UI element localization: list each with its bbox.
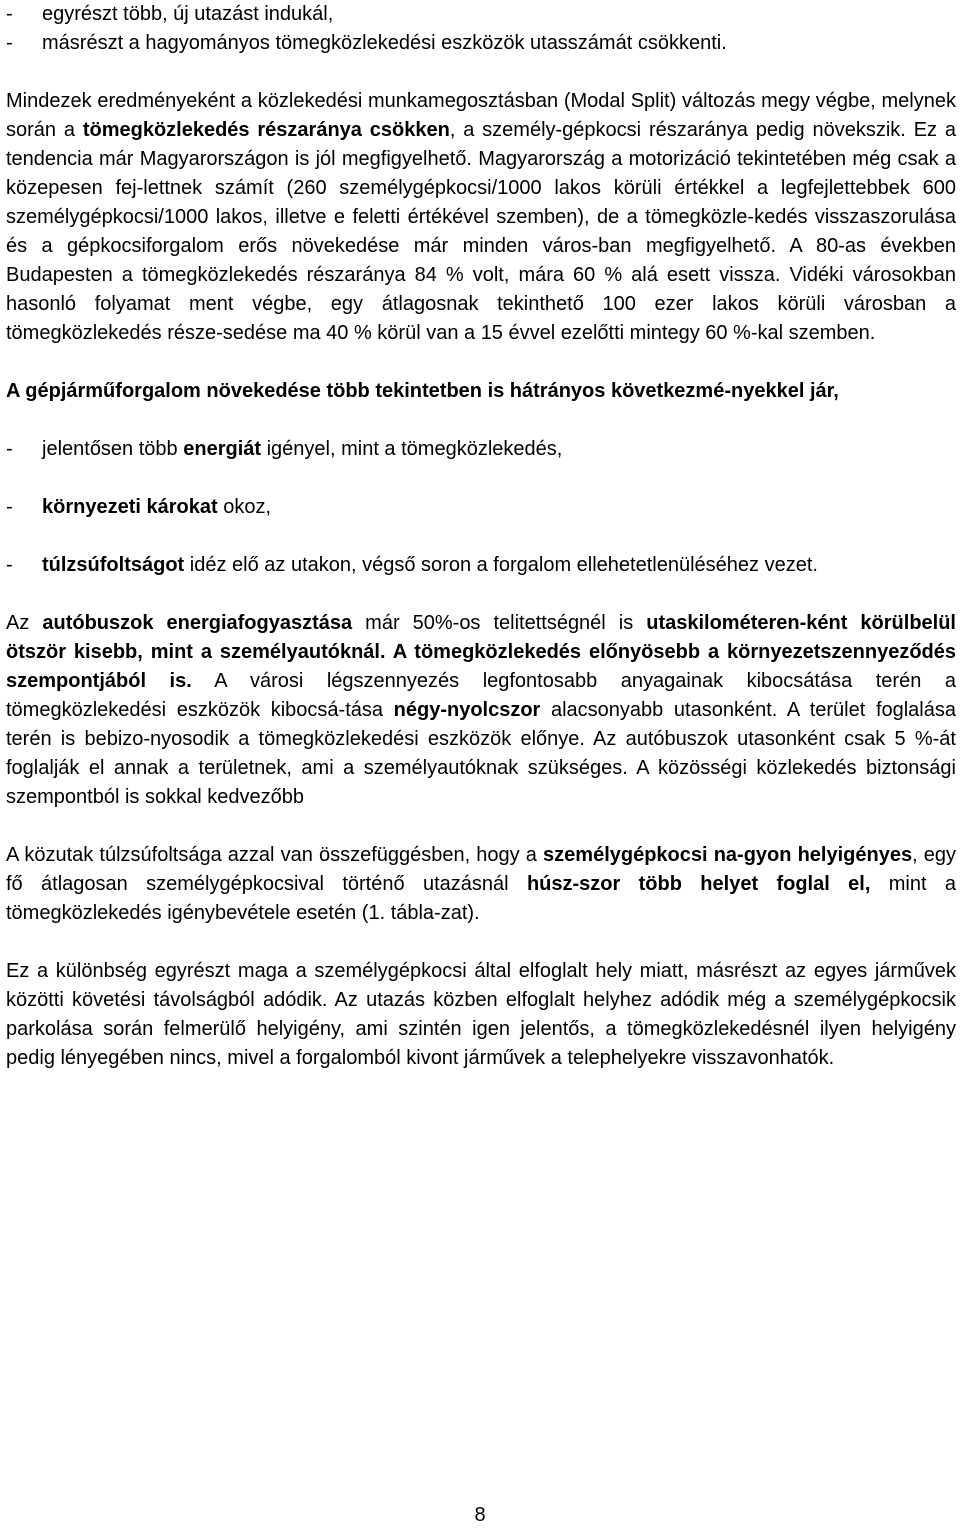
bold-run: négy-nyolcszor [393, 699, 541, 721]
consequence-list [6, 435, 956, 580]
list-dash: - [6, 32, 13, 54]
bold-run: tömegközlekedés részaránya csökken [82, 119, 450, 141]
bold-run: túlzsúfoltságot [42, 554, 185, 576]
text-run: mint a tömegközlekedés igénybevétele esetén (1. tábla-zat). [6, 873, 957, 924]
text-run: már 50%-os telitettségnél is [352, 612, 647, 634]
text-run: Az [6, 612, 43, 634]
paragraph-bus-energy [6, 609, 956, 812]
text-run: alacsonyabb utasonként. A terület foglalása terén is bebizo-nyosodik a tömegközlekedési eszközök előnye. Az autóbuszok utasonként csak 5 %-át foglalják el annak a területnek, ami a személyautóknak szükséges. A közösségi közlekedés biztonsági szempontból is sokkal kedvezőbb [6, 699, 956, 808]
bold-run: autóbuszok energiafogyasztása [42, 612, 353, 634]
page-number: 8 [474, 1504, 486, 1526]
bold-run: húsz-szor több helyet foglal el, [526, 873, 871, 895]
text-run: idéz elő az utakon, végső soron a forgalom ellehetetlenüléséhez vezet. [184, 554, 818, 576]
section-heading [6, 377, 956, 406]
text-run: Mindezek eredményeként a közlekedési munkamegosztásban (Modal Split) változás megy végbe, melynek során a [6, 90, 956, 141]
list-item-text: egyrészt több, új utazást indukál, [42, 3, 334, 25]
list-dash: - [6, 3, 13, 25]
bold-run: környezeti károkat [42, 496, 218, 518]
text-run: okoz, [217, 496, 271, 518]
list-item [6, 493, 956, 522]
text-run: igényel, mint a tömegközlekedés, [261, 438, 563, 460]
list-item-text: másrészt a hagyományos tömegközlekedési eszközök utasszámát csökkenti. [42, 32, 727, 54]
text-run: A városi légszennyezés legfontosabb anyagainak kibocsátása terén a tömegközlekedési eszközök kibocsá-tása [6, 670, 956, 721]
list-item-text [42, 551, 956, 580]
heading-text: A gépjárműforgalom növekedése több tekintetben is hátrányos következmé-nyekkel jár, [6, 380, 839, 402]
list-item-text [42, 493, 956, 522]
list-item [6, 551, 956, 580]
text-run: , egy fő átlagosan személygépkocsival történő utazásnál [6, 844, 957, 895]
list-dash: - [6, 438, 13, 460]
intro-list [6, 0, 956, 58]
paragraph-road-congestion [6, 841, 956, 928]
list-dash: - [6, 496, 13, 518]
paragraph-modal-split [6, 87, 956, 348]
list-item [6, 29, 956, 58]
text-run: , a személy-gépkocsi részaránya pedig növekszik. Ez a tendencia már Magyarországon is jól megfigyelhető. Magyarország a motorizáció tekintetében még csak a közepesen fej-lettnek számít (260 személygépkocsi/1000 lakos körüli értékkel a legfejlettebbek 600 személygépkocsi/1000 lakos, illetve e feletti értékével szemben), de a tömegközle-kedés visszaszorulása és a gépkocsiforgalom erős növekedése már minden város-ban megfigyelhető. A 80-as években Budapesten a tömegközlekedés részaránya 84 % volt, mára 60 % alá esett vissza. Vidéki városokban hasonló folyamat ment végbe, egy átlagosnak tekinthető 100 ezer lakos körüli városban a tömegközlekedés része-sedése ma 40 % körül van a 15 évvel ezelőtti mintegy 60 %-kal szemben. [6, 119, 956, 344]
bold-run: energiát [183, 438, 262, 460]
text-run: A közutak túlzsúfoltsága azzal van összefüggésben, hogy a [6, 844, 544, 866]
bold-run: személygépkocsi na-gyon helyigényes [543, 844, 913, 866]
list-item [6, 0, 956, 29]
document-page [6, 0, 956, 1073]
list-item [6, 435, 956, 464]
text-run: jelentősen több [42, 438, 184, 460]
paragraph-space-difference [6, 957, 956, 1073]
list-item-text [42, 435, 956, 464]
bold-run: utaskilométeren-ként körülbelül ötször kisebb, mint a személyautóknál. A tömegközlekedés előnyösebb a környezetszennyeződés szempontjából is. [6, 612, 956, 692]
text-run: Ez a különbség egyrészt maga a személygépkocsi által elfoglalt hely miatt, másrészt az egyes járművek közötti követési távolságból adódik. Az utazás közben elfoglalt helyhez adódik még a személygépkocsik parkolása során felmerülő helyigény, ami szintén igen jelentős, a tömegközlekedésnél ilyen helyigény pedig lényegében nincs, mivel a forgalomból kivont járművek a telephelyekre visszavonhatók. [6, 960, 956, 1069]
list-dash: - [6, 554, 13, 576]
